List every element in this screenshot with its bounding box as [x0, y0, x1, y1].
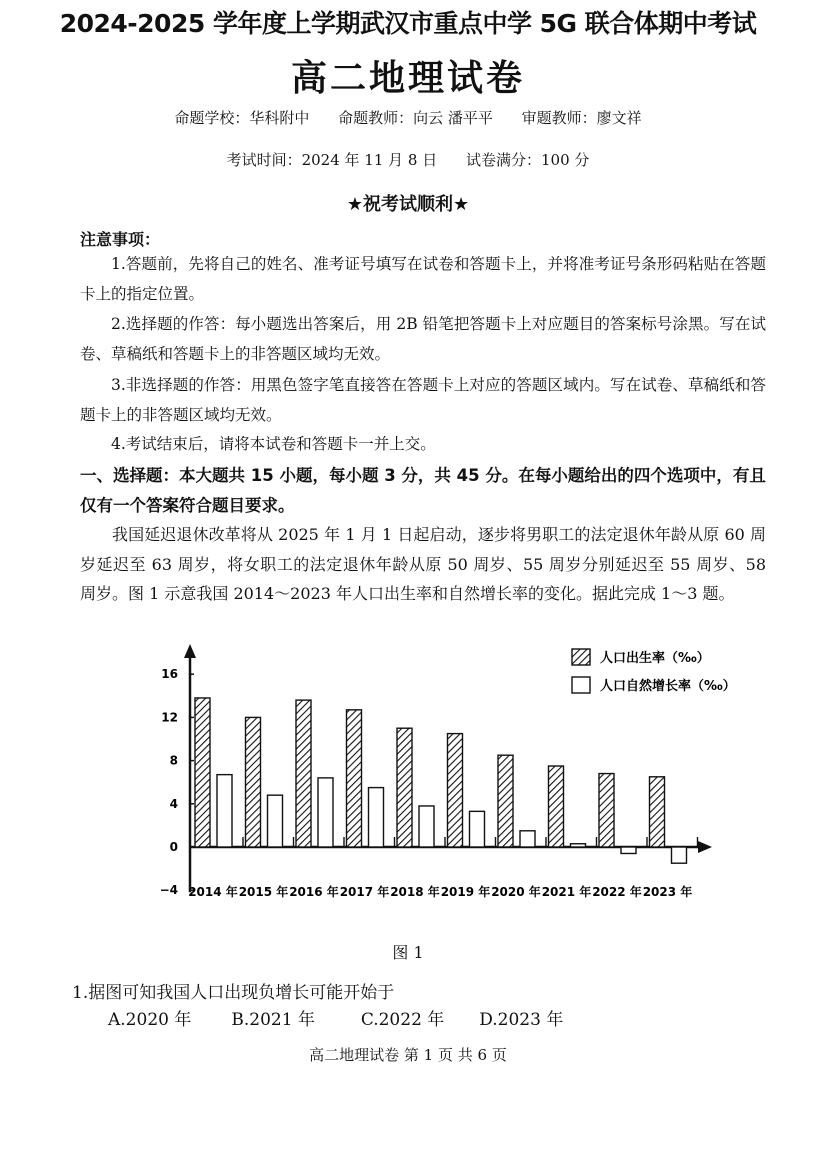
notice-item-4: 4.考试结束后，请将本试卷和答题卡一并上交。 — [111, 435, 436, 453]
author-line — [0, 107, 816, 128]
bar-birth-rate — [599, 774, 614, 847]
exam-time-label: 考试时间：2024 年 11 月 8 日 — [226, 151, 438, 169]
bar-birth-rate — [195, 698, 210, 847]
bar-birth-rate — [498, 755, 513, 847]
subject-title: 高二地理试卷 — [290, 58, 525, 99]
x-tick-label: 2018 年 — [390, 885, 440, 899]
x-tick-label: 2015 年 — [238, 885, 289, 899]
option-c[interactable]: C.2022 年 — [360, 1010, 445, 1030]
x-tick-label: 2014 年 — [188, 885, 238, 899]
bar-natural-growth-rate — [268, 795, 283, 847]
y-tick-label: 8 — [169, 753, 178, 768]
x-tick-label: 2023 年 — [642, 885, 693, 899]
bar-natural-growth-rate — [470, 811, 485, 847]
bar-birth-rate — [246, 717, 261, 847]
teachers-label: 命题教师：向云 潘平平 — [338, 109, 493, 127]
bar-birth-rate — [296, 700, 311, 847]
exam-info-line — [0, 149, 816, 170]
notice-heading: 注意事项： — [80, 230, 161, 249]
y-tick-label: 16 — [161, 667, 178, 682]
y-tick-label: −4 — [159, 883, 178, 898]
bar-natural-growth-rate — [318, 778, 333, 847]
question-1-stem: 1.据图可知我国人口出现负增长可能开始于 — [72, 983, 395, 1003]
legend-swatch-natural-growth-rate — [572, 677, 590, 693]
figure-caption: 图 1 — [392, 943, 424, 962]
bar-natural-growth-rate — [217, 775, 232, 847]
question-1-options — [108, 1005, 563, 1030]
section-heading: 一、选择题：本大题共 15 小题，每小题 3 分，共 45 分。在每小题给出的四个选项中，有且仅有一个答案符合题目要求。 — [80, 466, 766, 515]
y-tick-label: 4 — [169, 796, 178, 811]
bar-natural-growth-rate — [419, 806, 434, 847]
x-tick-label: 2020 年 — [491, 885, 541, 899]
legend-label-natural-growth-rate: 人口自然增长率（‰） — [600, 679, 736, 694]
option-a[interactable]: A.2020 年 — [108, 1010, 192, 1030]
bar-birth-rate — [448, 734, 463, 847]
bar-birth-rate — [397, 728, 412, 847]
birth-rate-chart — [150, 640, 750, 905]
option-d[interactable]: D.2023 年 — [479, 1010, 564, 1030]
x-tick-label: 2019 年 — [440, 885, 491, 899]
bar-birth-rate — [650, 777, 665, 847]
bar-birth-rate — [549, 766, 564, 847]
notice-item-2: 2.选择题的作答：每小题选出答案后，用 2B 铅笔把答题卡上对应题目的答案标号涂黑。写在试卷、草稿纸和答题卡上的非答题区域均无效。 — [80, 315, 766, 363]
x-axis-arrow — [698, 841, 712, 853]
y-tick-label: 12 — [161, 710, 178, 725]
reviewer-label: 审题教师：廖文祥 — [521, 109, 642, 127]
bar-natural-growth-rate — [621, 847, 636, 853]
bar-natural-growth-rate — [672, 847, 687, 863]
notice-item-3: 3.非选择题的作答：用黑色签字笔直接答在答题卡上对应的答题区域内。写在试卷、草稿纸和答题卡上的非答题区域均无效。 — [80, 376, 766, 424]
y-tick-label: 0 — [169, 840, 178, 854]
bar-natural-growth-rate — [520, 831, 535, 847]
option-b[interactable]: B.2021 年 — [231, 1010, 315, 1030]
motto: ★祝考试顺利★ — [346, 194, 470, 215]
page-footer: 高二地理试卷 第 1 页 共 6 页 — [309, 1046, 507, 1064]
full-score-label: 试卷满分：100 分 — [466, 151, 590, 169]
school-label: 命题学校：华科附中 — [174, 109, 310, 127]
bar-birth-rate — [347, 710, 362, 847]
y-axis-arrow — [184, 644, 196, 658]
bar-natural-growth-rate — [571, 844, 586, 847]
x-tick-label: 2016 年 — [289, 885, 339, 899]
bar-natural-growth-rate — [369, 788, 384, 847]
x-tick-label: 2022 年 — [592, 885, 642, 899]
x-tick-label: 2021 年 — [541, 885, 592, 899]
question-intro: 我国延迟退休改革将从 2025 年 1 月 1 日起启动，逐步将男职工的法定退休年龄从原 60 周岁延迟至 63 周岁，将女职工的法定退休年龄从原 50 周岁、55 周岁分别延迟至 55 周岁、58 周岁。图 1 示意我国 2014～2023 年人口出生率和自然增长率的变化。据此完成 1～3 题。 — [80, 525, 766, 603]
exam-title: 2024-2025 学年度上学期武汉市重点中学 5G 联合体期中考试 — [59, 9, 757, 38]
notice-item-1: 1.答题前，先将自己的姓名、准考证号填写在试卷和答题卡上，并将准考证号条形码粘贴在答题卡上的指定位置。 — [80, 255, 766, 303]
x-tick-label: 2017 年 — [339, 885, 390, 899]
legend-swatch-birth-rate — [572, 649, 590, 665]
legend-label-birth-rate: 人口出生率（‰） — [600, 651, 710, 666]
